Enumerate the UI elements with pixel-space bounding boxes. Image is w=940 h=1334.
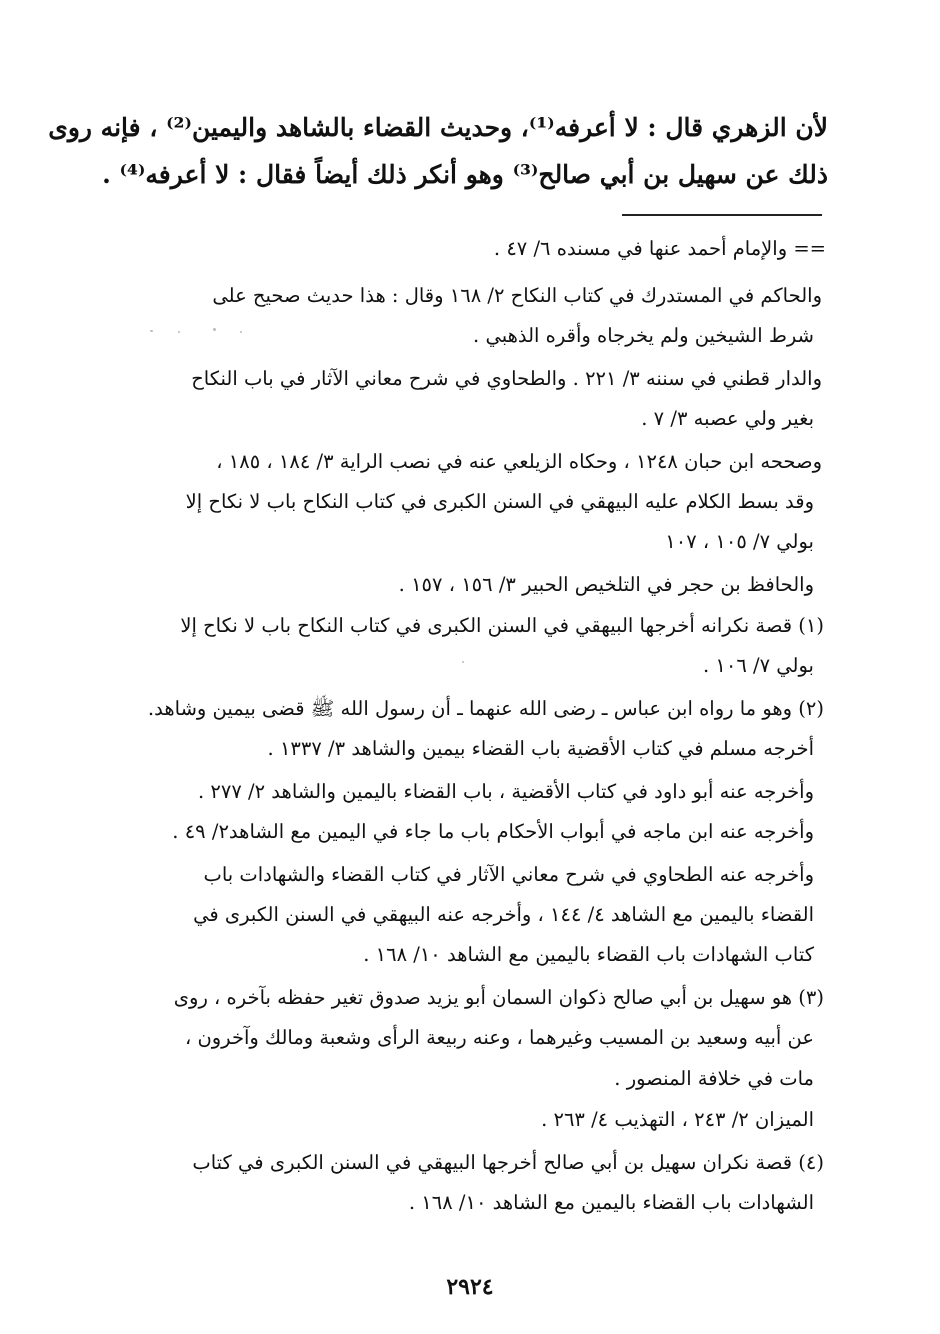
footnote-line: وأخرجه عنه الطحاوي في شرح معاني الآثار في كتاب القضاء والشهادات باب bbox=[203, 863, 814, 886]
footnote-line: القضاء باليمين مع الشاهد ٤/ ١٤٤ ، وأخرجه عنه البيهقي في السنن الكبرى في bbox=[193, 903, 814, 926]
scan-speck bbox=[178, 331, 180, 333]
footnote-line: وأخرجه عنه ابن ماجه في أبواب الأحكام باب ما جاء في اليمين مع الشاهد٢/ ٤٩ . bbox=[172, 820, 814, 843]
footnote-line: أخرجه مسلم في كتاب الأقضية باب القضاء بيمين والشاهد ٣/ ١٣٣٧ . bbox=[267, 737, 814, 760]
footnote-line: وأخرجه عنه أبو داود في كتاب الأقضية ، باب القضاء باليمين والشاهد ٢/ ٢٧٧ . bbox=[198, 780, 814, 803]
scan-speck bbox=[150, 330, 153, 332]
footnote-line: == والإمام أحمد عنها في مسنده ٦/ ٤٧ . bbox=[493, 237, 826, 260]
footnote-1: (١) قصة نكرانه أخرجها البيهقي في السنن الكبرى في كتاب النكاح باب لا نكاح إلا bbox=[180, 614, 824, 637]
footnote-line: بولي ٧/ ١٠٥ ، ١٠٧ bbox=[665, 530, 814, 553]
footnote-line: بغير ولي عصبه ٣/ ٧ . bbox=[641, 407, 814, 430]
footnote-line: الشهادات باب القضاء باليمين مع الشاهد ١٠/ ١٦٨ . bbox=[408, 1191, 814, 1214]
footnote-line: بولي ٧/ ١٠٦ . bbox=[703, 654, 814, 677]
page-number: ٢٩٢٤ bbox=[446, 1274, 494, 1300]
footnote-line: الميزان ٢/ ٢٤٣ ، التهذيب ٤/ ٢٦٣ . bbox=[541, 1108, 814, 1131]
footnote-line: والحافظ بن حجر في التلخيص الحبير ٣/ ١٥٦ ، ١٥٧ . bbox=[398, 573, 814, 596]
footnote-line: عن أبيه وسعيد بن المسيب وغيرهما ، وعنه ربيعة الرأى وشعبة ومالك وآخرون ، bbox=[184, 1026, 814, 1049]
scan-speck bbox=[213, 328, 216, 331]
scan-speck bbox=[462, 661, 464, 663]
footnote-line: وقد بسط الكلام عليه البيهقي في السنن الكبرى في كتاب النكاح باب لا نكاح إلا bbox=[185, 490, 814, 513]
footnote-line: كتاب الشهادات باب القضاء باليمين مع الشاهد ١٠/ ١٦٨ . bbox=[363, 943, 814, 966]
scan-speck bbox=[240, 331, 242, 333]
main-text-line-2: ذلك عن سهيل بن أبي صالح⁽³⁾ وهو أنكر ذلك أيضاً فقال : لا أعرفه⁽⁴⁾ . bbox=[102, 160, 828, 189]
footnote-line: شرط الشيخين ولم يخرجاه وأقره الذهبي . bbox=[473, 324, 814, 347]
footnote-2: (٢) وهو ما رواه ابن عباس ـ رضى الله عنهما ـ أن رسول الله ﷺ قضى بيمين وشاهد. bbox=[147, 697, 824, 720]
footnote-line: والحاكم في المستدرك في كتاب النكاح ٢/ ١٦٨ وقال : هذا حديث صحيح على bbox=[212, 284, 822, 307]
footnote-line: والدار قطني في سننه ٣/ ٢٢١ . والطحاوي في شرح معاني الآثار في باب النكاح bbox=[191, 367, 822, 390]
main-text-line-1: لأن الزهري قال : لا أعرفه⁽¹⁾، وحديث القضاء بالشاهد واليمين⁽²⁾ ، فإنه روى bbox=[48, 113, 828, 142]
footnote-3: (٣) هو سهيل بن أبي صالح ذكوان السمان أبو يزيد صدوق تغير حفظه بآخره ، روى bbox=[173, 986, 824, 1009]
footnote-line: مات في خلافة المنصور . bbox=[614, 1067, 814, 1090]
footnote-line: وصححه ابن حبان ١٢٤٨ ، وحكاه الزيلعي عنه في نصب الراية ٣/ ١٨٤ ، ١٨٥ ، bbox=[216, 450, 822, 473]
footnote-4: (٤) قصة نكران سهيل بن أبي صالح أخرجها البيهقي في السنن الكبرى في كتاب bbox=[192, 1151, 824, 1174]
footnote-separator bbox=[622, 214, 822, 216]
